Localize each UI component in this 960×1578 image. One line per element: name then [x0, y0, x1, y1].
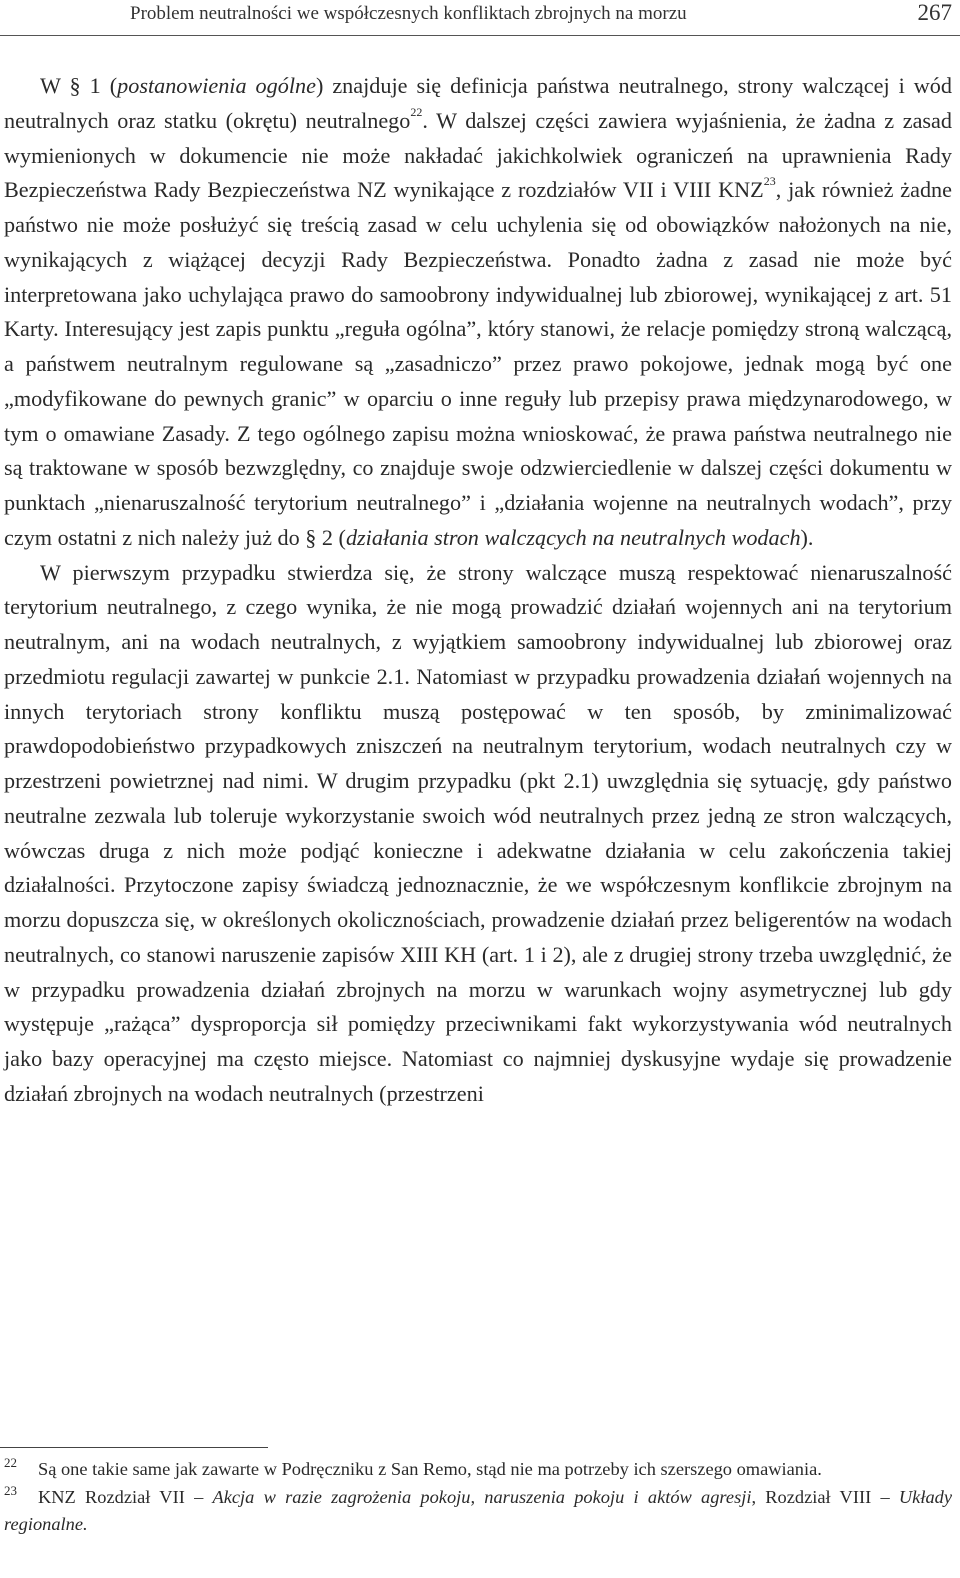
- body-text: [4, 69, 952, 1112]
- text-run: W § 1 (: [40, 73, 118, 98]
- footnote-number: 23: [4, 1482, 17, 1498]
- footnotes: [4, 1456, 952, 1539]
- footnote-number: 22: [4, 1455, 17, 1470]
- text-run: ).: [800, 524, 814, 550]
- text-run: , jak również żadne państwo nie może posłużyć się treścią zasad w celu uchylenia się od obowiązków nałożonych na nie, wynikających z wiążącej decyzji Rady Bezpieczeństwa. Ponadto żadna z zasad nie może być interpretowana jako uchylająca prawo do samoobrony indywidualnej lub zbiorowej, wynikającej z art. 51 Karty. Interesujący jest zapis punktu „reguła ogólna”, który stanowi, że relacje pomiędzy stroną walczącą, a państwem neutralnym regulowane są „zasadniczo” przez prawo pokojowe, jednak mogą być one „modyfikowane do pewnych granic” w oparciu o inne reguły lub przepisy prawa międzynarodowego, w tym o omawiane Zasady. Z tego ogólnego zapisu można wnioskować, że prawa państwa neutralnego nie są traktowane w sposób bezwzględny, co znajduje swoje odzwierciedlenie w dalszej części dokumentu w punktach „nienaruszalność terytorium neutralnego” i „działania wojenne na neutralnych wodach”, przy czym ostatni z nich należy już do § 2 (: [4, 177, 952, 550]
- text-run: W pierwszym przypadku stwierdza się, że strony walczące muszą respektować nienaruszalność terytorium neutralnego, z czego wynika, że nie mogą prowadzić działań wojennych ani na terytorium neutralnym, ani na wodach neutralnych, z wyjątkiem samoobrony indywidualnej lub zbiorowej oraz przedmiotu regulacji zawartej w punkcie 2.1. Natomiast w przypadku prowadzenia działań wojennych na innych terytoriach strony konfliktu muszą postępować w ten sposób, by zminimalizować prawdopodobieństwo przypadkowych zniszczeń na neutralnym terytorium, wodach neutralnych czy w przestrzeni powietrznej nad nimi. W drugim przypadku (pkt 2.1) uwzględnia się sytuację, gdy państwo neutralne zezwala lub toleruje wykorzystanie swoich wód neutralnych przez jedną ze stron walczących, wówczas druga z nich może podjąć konieczne i adekwatne działania w celu zakończenia takiej działalności. Przytoczone zapisy świadczą jednoznacznie, że we współczesnym konflikcie zbrojnym na morzu dopuszcza się, w określonych okolicznościach, prowadzenie działań przez beligerentów na wodach neutralnych, co stanowi naruszenie zapisów XIII KH (art. 1 i 2), ale z drugiej strony trzeba uwzględnić, że w przypadku prowadzenia działań zbrojnych na morzu w warunkach wojny asymetrycznej lub gdy występuje „rażąca” dysproporcja sił pomiędzy przeciwnikami fakt wykorzystywania wód neutralnych jako bazy operacyjnej ma często miejsce. Natomiast co najmniej dyskusyjne wydaje się prowadzenie działań zbrojnych na wodach neutralnych (przestrzeni: [4, 559, 952, 1106]
- italic-text: postanowienia ogólne: [117, 73, 316, 98]
- paragraph-1: [4, 69, 952, 556]
- footnote-23: [4, 1484, 952, 1539]
- footnote-22: [4, 1456, 952, 1484]
- page-number: 267: [917, 0, 952, 25]
- footnote-ref: 22: [410, 104, 423, 119]
- text-run: . W dalszej części zawiera wyjaśnienia, że żadna z zasad wymienionych w dokumencie nie może nakładać jakichkolwiek ograniczeń na uprawnienia Rady Bezpieczeństwa Rady Bezpieczeństwa NZ wynikające z rozdziałów VII i VIII KNZ: [4, 107, 952, 203]
- text-run: KNZ Rozdział VII –: [38, 1486, 213, 1507]
- footnote-ref: 23: [763, 174, 776, 189]
- footnote-text: [4, 1484, 952, 1539]
- text-run: Są one takie same jak zawarte w Podręczniku z San Remo, stąd nie ma potrzeby ich szerszego omawiania.: [38, 1459, 822, 1479]
- running-title: Problem neutralności we współczesnych konfliktach zbrojnych na morzu: [130, 3, 687, 24]
- paragraph-2: [4, 556, 952, 1112]
- italic-text: Układy regionalne.: [4, 1486, 952, 1534]
- italic-text: działania stron walczących na neutralnych wodach: [345, 524, 801, 550]
- italic-text: Akcja w razie zagrożenia pokoju, naruszenia pokoju i aktów agresji: [212, 1486, 752, 1507]
- header-rule: [0, 35, 960, 36]
- text-run: ) znajduje się definicja państwa neutralnego, strony walczącej i wód neutralnych oraz statku (okrętu) neutralnego: [4, 73, 952, 133]
- text-run: , Rozdział VIII –: [751, 1486, 899, 1507]
- footnote-rule: [0, 1447, 268, 1448]
- page-header: [0, 0, 960, 36]
- footnote-text: [4, 1456, 952, 1484]
